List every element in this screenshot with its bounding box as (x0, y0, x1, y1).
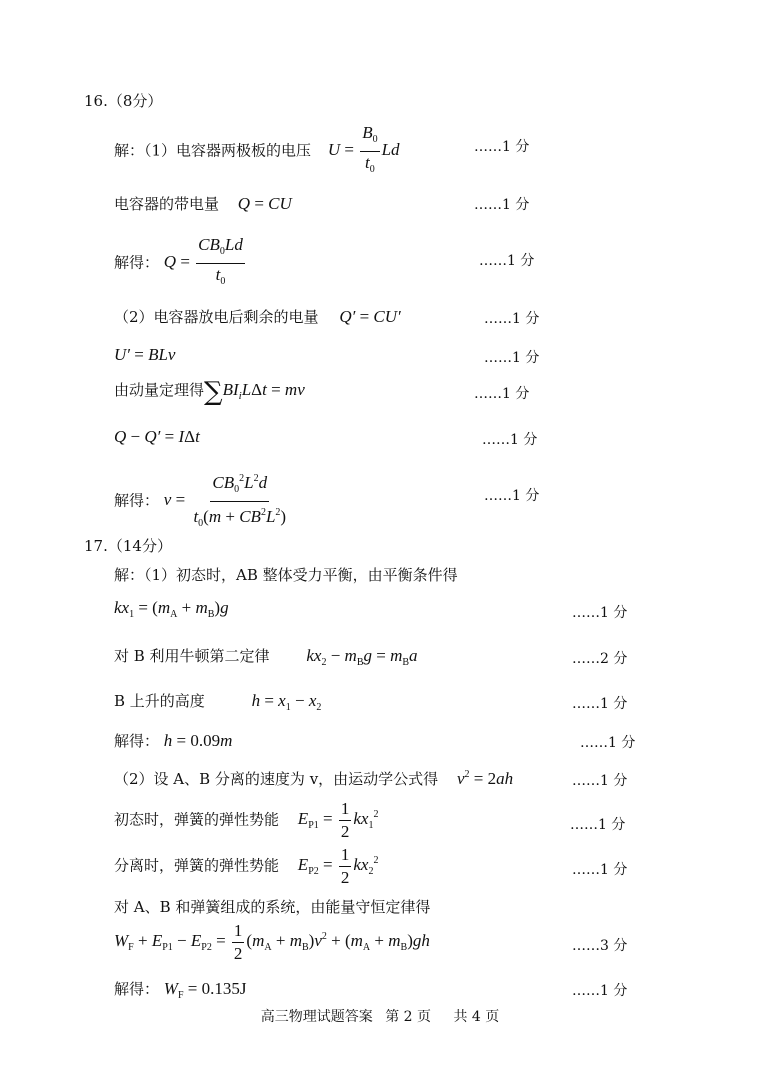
q17-line-1: 解：（1）初态时，AB 整体受力平衡，由平衡条件得 (114, 566, 458, 584)
q16-line-1-text: 解：（1）电容器两极板的电压 (114, 141, 312, 160)
q16-formula-charge-result: Q = $\frac{CB_0Ld}{t_0}$ (163, 235, 243, 287)
q16-score-8: ……1 分 (484, 488, 540, 504)
q17-formula-ep1: $E_{P1}$ = $\frac{1}{2}$ $kx_1^2$ (297, 799, 379, 841)
q17-formula-work-result: $W_F = 0.135J$ (163, 979, 247, 1001)
q16-line-1 (114, 124, 400, 179)
q17-score-3: ……1 分 (572, 696, 628, 712)
q16-line-2-text: 电容器的带电量 (114, 195, 220, 213)
q16-line-6 (114, 377, 305, 407)
q17-line-11 (114, 978, 246, 1001)
q16-line-4-text: （2）电容器放电后剩余的电量 (114, 308, 319, 326)
footer-title: 高三物理试题答案 (260, 1009, 373, 1025)
q17-line-3 (114, 645, 418, 668)
q17-score-2: ……2 分 (572, 651, 628, 667)
q16-score-3: ……1 分 (479, 253, 535, 269)
q17-formula-energy: $W_F + E_{P1} - E_{P2}$ = $\frac{1}{2}$ $(m_A + m_B)v^2 + (m_A + m_B)gh$ (114, 921, 430, 963)
q16-score-1: ……1 分 (474, 139, 530, 155)
q16-line-8-text: 解得： (114, 491, 160, 510)
q16-formula-velocity: v = $\frac{CB_0^2L^2d}{t_0(m + CB^2L^2)}$ (164, 490, 290, 509)
q17-line-4-text: B 上升的高度 (114, 692, 205, 710)
page-footer (0, 1006, 760, 1026)
q17-line-6 (114, 768, 513, 789)
q17-score-1: ……1 分 (572, 605, 628, 621)
q16-formula-momentum: $\sum BI_iL\Delta t$ = mv (204, 377, 305, 407)
q17-line-7-text: 初态时，弹簧的弹性势能 (114, 810, 280, 829)
q16-score-5: ……1 分 (484, 350, 540, 366)
q16-score-6: ……1 分 (474, 386, 530, 402)
q17-line-2 (114, 598, 229, 620)
q17-formula-height: $h = x_1 - x_2$ (251, 691, 322, 713)
q16-score-4: ……1 分 (484, 311, 540, 327)
q17-score-7: ……1 分 (572, 862, 628, 878)
q17-line-5-text: 解得： (114, 732, 160, 750)
q17-score-8: ……3 分 (572, 938, 628, 954)
q17-line-10 (114, 922, 430, 963)
q17-line-8 (114, 846, 378, 887)
q17-formula-ep2: $E_{P2}$ = $\frac{1}{2}$ $kx_2^2$ (297, 845, 379, 887)
q17-line-7 (114, 800, 378, 841)
q16-line-2 (114, 193, 292, 214)
q16-formula-voltage: U = $\frac{B_0}{t_0}$ Ld (327, 123, 400, 175)
q16-score-2: ……1 分 (474, 197, 530, 213)
q16-line-6-text: 由动量定理得 (114, 381, 205, 399)
q17-line-11-text: 解得： (114, 980, 160, 998)
q16-formula-remaining-charge: Q′ = CU′ (339, 307, 401, 326)
q17-line-8-text: 分离时，弹簧的弹性势能 (114, 856, 280, 875)
q17-formula-equilibrium: $kx_1 = (m_A + m_B)g$ (114, 598, 229, 620)
q17-formula-height-result: h = 0.09m (163, 731, 233, 750)
q16-line-8 (114, 470, 290, 533)
q17-formula-newton: $kx_2 - m_Bg = m_Ba$ (306, 646, 418, 668)
q17-line-9: 对 A、B 和弹簧组成的系统，由能量守恒定律得 (114, 898, 431, 916)
q16-line-5 (114, 345, 175, 365)
q16-line-7 (114, 427, 200, 447)
q16-line-3-text: 解得： (114, 253, 160, 272)
q17-line-5 (114, 730, 232, 751)
q17-header: 17.（14分） (84, 537, 172, 555)
q17-formula-kinematics: $v^2 = 2ah$ (456, 769, 514, 788)
q17-score-9: ……1 分 (572, 983, 628, 999)
q16-score-7: ……1 分 (482, 432, 538, 448)
q16-formula-emf: U′ = BLv (114, 345, 176, 364)
q17-line-4 (114, 690, 321, 713)
q17-score-5: ……1 分 (572, 773, 628, 789)
q16-line-4 (114, 306, 401, 327)
q17-line-3-text: 对 B 利用牛顿第二定律 (114, 647, 270, 665)
q17-line-6-text: （2）设 A、B 分离的速度为 v，由运动学公式得 (114, 770, 439, 788)
q16-formula-charge-diff: Q − Q′ = IΔt (114, 427, 200, 446)
q16-line-3 (114, 236, 247, 291)
q16-header: 16.（8分） (84, 92, 163, 110)
footer-page-number: 第 2 页 (385, 1009, 431, 1025)
q17-score-6: ……1 分 (570, 817, 626, 833)
footer-total-pages: 共 4 页 (453, 1009, 500, 1025)
q17-score-4: ……1 分 (580, 735, 636, 751)
q16-formula-charge: Q = CU (237, 194, 292, 213)
